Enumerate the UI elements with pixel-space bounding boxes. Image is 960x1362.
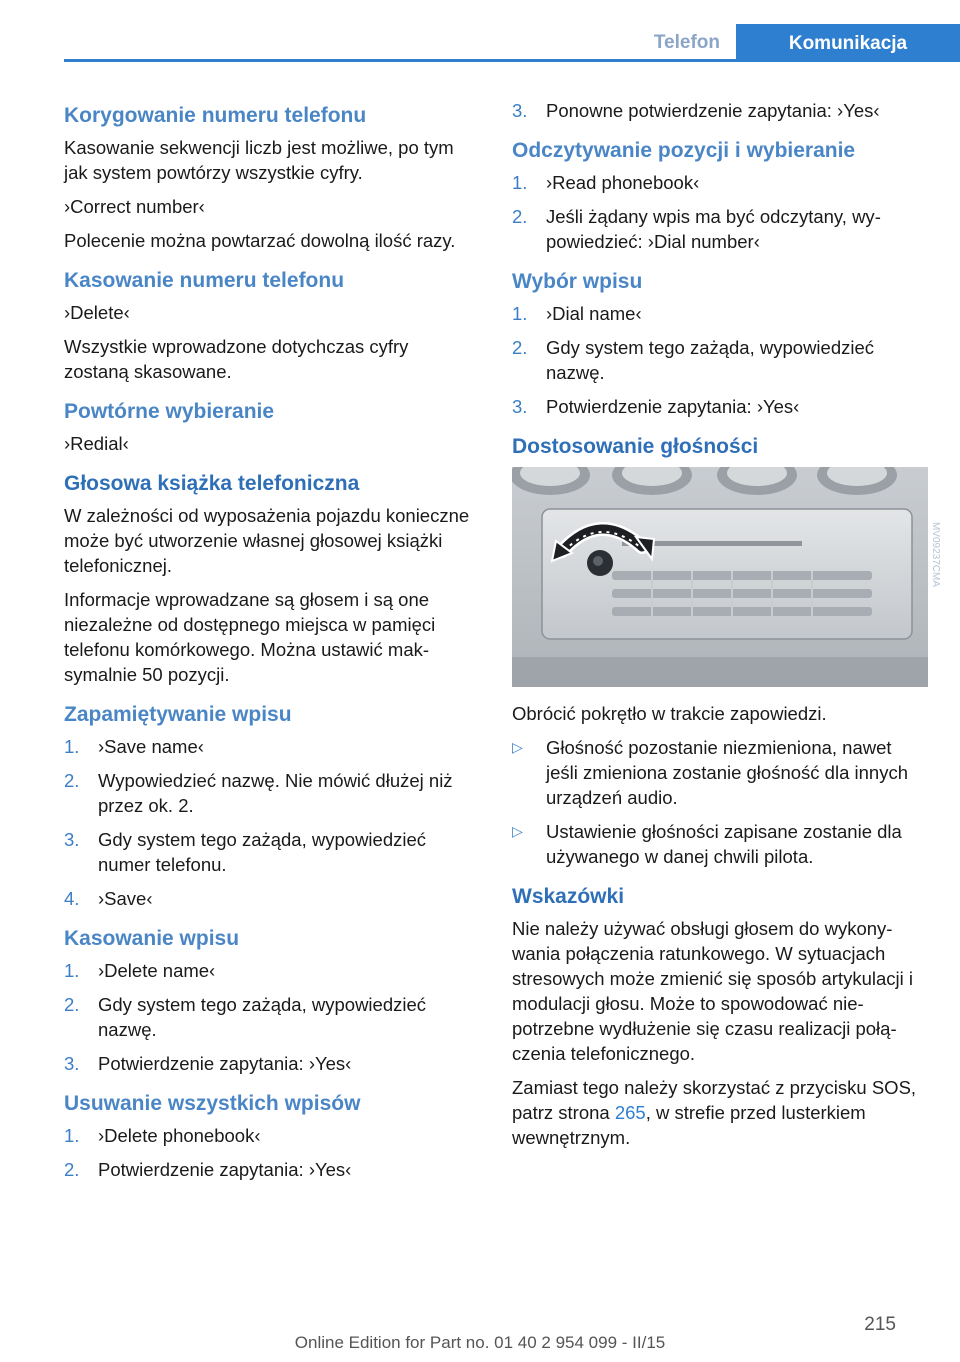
step-text: Wypowiedzieć nazwę. Nie mówić dłużej niż przez ok. 2. xyxy=(98,770,453,816)
bullet-text: Ustawienie głośności zapisane zostanie dla używanego w danej chwili pilota. xyxy=(546,821,902,867)
step-number: 3. xyxy=(64,1053,80,1074)
list-item xyxy=(64,1051,478,1076)
page-number: 215 xyxy=(864,1314,896,1335)
list-item xyxy=(64,992,478,1042)
paragraph: Polecenie można powtarzać dowolną ilość razy. xyxy=(64,230,456,251)
header-tab-chapter[interactable]: Komunikacja xyxy=(736,24,960,62)
text-run: , w strefie przed lusterkiem wewnętrznym. xyxy=(512,1102,866,1148)
section-title: Dostosowanie głośności xyxy=(512,435,759,458)
section-title: Korygowanie numeru telefonu xyxy=(64,104,367,127)
list-item xyxy=(64,886,478,911)
step-text: Gdy system tego zażąda, wypowiedzieć numer telefonu. xyxy=(98,829,427,875)
left-column xyxy=(64,98,478,1191)
step-text: Potwierdzenie zapytania: ›Yes‹ xyxy=(546,396,800,417)
dashboard-illustration xyxy=(512,467,928,687)
paragraph xyxy=(512,1075,928,1150)
step-text: Potwierdzenie zapytania: ›Yes‹ xyxy=(98,1053,352,1074)
step-text: ›Save‹ xyxy=(98,888,153,909)
step-number: 3. xyxy=(512,100,528,121)
step-text: ›Read phonebook‹ xyxy=(546,172,700,193)
list-item xyxy=(64,1123,478,1148)
numbered-list xyxy=(64,1123,478,1182)
text-run: Zamiast tego należy skorzystać z przycisku SOS, patrz strona xyxy=(512,1077,917,1123)
step-number: 1. xyxy=(64,736,80,757)
voice-command: ›Redial‹ xyxy=(64,433,129,454)
list-item xyxy=(512,335,928,385)
section-title: Kasowanie numeru telefonu xyxy=(64,269,345,292)
step-number: 2. xyxy=(512,337,528,358)
triangle-bullet-icon: ▷ xyxy=(512,739,523,755)
step-text: ›Delete name‹ xyxy=(98,960,216,981)
page-link[interactable]: 265 xyxy=(614,1102,646,1123)
numbered-list xyxy=(64,958,478,1076)
numbered-list xyxy=(64,734,478,911)
list-item xyxy=(64,827,478,877)
list-item xyxy=(64,734,478,759)
page-header xyxy=(64,24,960,62)
paragraph: W zależności od wyposażenia pojazdu konieczne może być utworzenie własnej głosowej książki telefonicznej. xyxy=(64,505,470,576)
footer-edition: Online Edition for Part no. 01 40 2 954 099 - II/15 xyxy=(294,1333,666,1352)
numbered-list xyxy=(512,170,928,254)
triangle-bullet-icon: ▷ xyxy=(512,823,523,839)
list-item xyxy=(512,98,928,123)
step-text: ›Save name‹ xyxy=(98,736,204,757)
step-number: 2. xyxy=(64,770,80,791)
photo-reference-id: MV09237CMA xyxy=(930,521,941,587)
paragraph: Kasowanie sekwencji liczb jest możliwe, po tym jak system powtórzy wszystkie cyfry. xyxy=(64,137,454,183)
header-rule xyxy=(64,59,960,62)
step-text: Ponowne potwierdzenie zapytania: ›Yes‹ xyxy=(546,100,880,121)
step-text: Gdy system tego zażąda, wypowiedzieć nazwę. xyxy=(98,994,427,1040)
step-text: ›Dial name‹ xyxy=(546,303,642,324)
step-number: 2. xyxy=(64,1159,80,1180)
step-text: Potwierdzenie zapytania: ›Yes‹ xyxy=(98,1159,352,1180)
numbered-list xyxy=(512,98,928,123)
list-item xyxy=(512,735,928,810)
paragraph: Wszystkie wprowadzone dotychczas cyfry zostaną skasowane. xyxy=(64,336,409,382)
section-title: Zapamiętywanie wpisu xyxy=(64,703,292,726)
list-item xyxy=(512,170,928,195)
step-number: 2. xyxy=(64,994,80,1015)
section-title: Odczytywanie pozycji i wybieranie xyxy=(512,139,856,162)
list-item xyxy=(64,1157,478,1182)
step-number: 1. xyxy=(64,960,80,981)
paragraph: Nie należy używać obsługi głosem do wykonywania połączenia ratunkowego. W sytuacjach stresowych może zmienić się sposób artykulacji i modulacji głosu. Może to spowodować niepotrzebne wydłużenie się czasu realizacji połączenia telefonicznego. xyxy=(512,918,913,1064)
section-title: Kasowanie wpisu xyxy=(64,927,240,950)
numbered-list xyxy=(512,301,928,419)
step-text: Jeśli żądany wpis ma być odczytany, wypowiedzieć: ›Dial number‹ xyxy=(546,206,881,252)
voice-command: ›Correct number‹ xyxy=(64,196,205,217)
section-title: Usuwanie wszystkich wpisów xyxy=(64,1092,361,1115)
step-text: Gdy system tego zażąda, wypowiedzieć nazwę. xyxy=(546,337,875,383)
step-text: ›Delete phonebook‹ xyxy=(98,1125,261,1146)
step-number: 3. xyxy=(64,829,80,850)
volume-knob-photo xyxy=(512,467,941,687)
step-number: 1. xyxy=(512,172,528,193)
right-column xyxy=(512,98,941,1159)
header-tab-section[interactable]: Telefon xyxy=(653,32,720,53)
paragraph: Informacje wprowadzane są głosem i są one niezależne od dostępnego miejsca w pamięci telefonu komórkowego. Można ustawić maksymalnie 50 pozycji. xyxy=(64,589,436,685)
step-number: 4. xyxy=(64,888,80,909)
list-item xyxy=(512,301,928,326)
voice-command: ›Delete‹ xyxy=(64,302,130,323)
list-item xyxy=(512,819,928,869)
list-item xyxy=(64,768,478,818)
paragraph: Obrócić pokrętło w trakcie zapowiedzi. xyxy=(512,703,827,724)
step-number: 3. xyxy=(512,396,528,417)
section-title: Powtórne wybieranie xyxy=(64,400,275,423)
section-title: Wskazówki xyxy=(512,885,625,908)
step-number: 1. xyxy=(64,1125,80,1146)
step-number: 2. xyxy=(512,206,528,227)
bullet-list xyxy=(512,735,928,869)
step-number: 1. xyxy=(512,303,528,324)
list-item xyxy=(512,394,928,419)
list-item xyxy=(64,958,478,983)
list-item xyxy=(512,204,928,254)
section-title: Głosowa książka telefoniczna xyxy=(64,472,360,495)
section-title: Wybór wpisu xyxy=(512,270,643,293)
bullet-text: Głośność pozostanie niezmieniona, nawet jeśli zmieniona zostanie głośność dla innych urządzeń audio. xyxy=(546,737,908,808)
